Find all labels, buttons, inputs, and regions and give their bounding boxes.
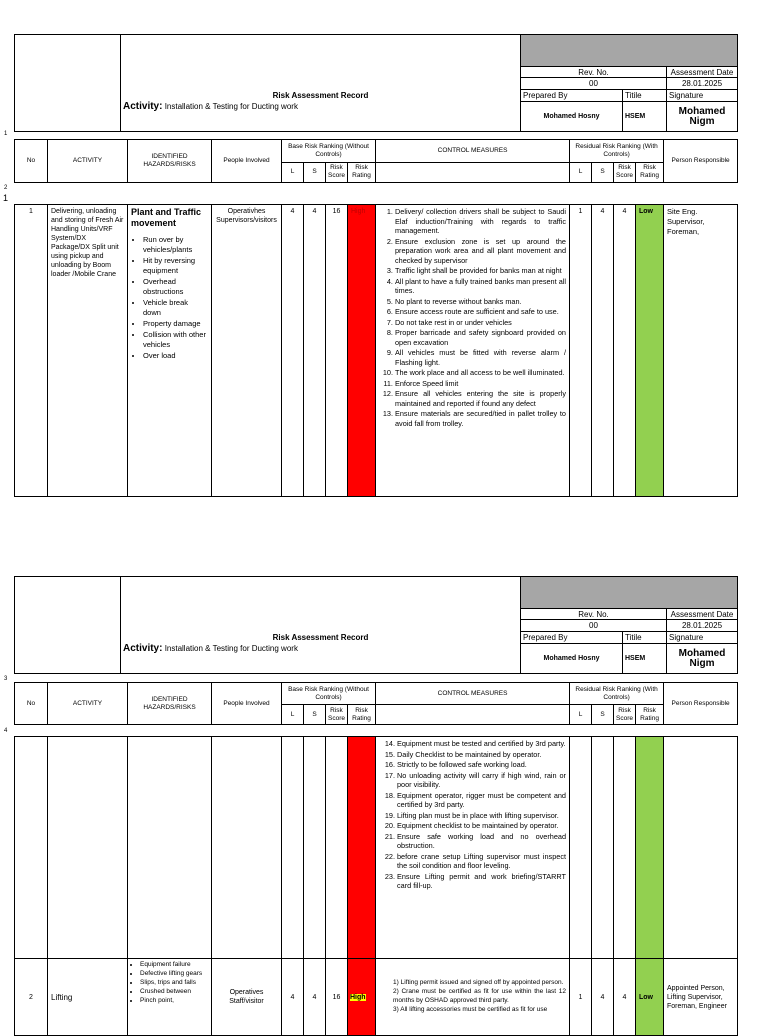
row-number: 1 <box>15 205 48 497</box>
controls-cell <box>376 737 570 959</box>
risk-rating-high: High <box>348 205 376 497</box>
list-item: 21. Ensure safe working load and no overhead obstruction. <box>397 832 566 851</box>
col-r-risk-rating: Risk Rating <box>636 705 664 725</box>
page-number: 4 <box>4 728 8 734</box>
list-item: • Run over by vehicles/plants <box>143 235 208 255</box>
hazard-heading: Plant and Traffic movement <box>131 207 202 228</box>
activity-cell: Lifting <box>48 959 128 1036</box>
people-cell: Operatives Staff/visitor <box>212 959 282 1036</box>
list-item: 9. All vehicles must be fitted with reverse alarm / Flashing light. <box>395 348 566 367</box>
list-item: 3) All lifting accessories must be certified as fit for use <box>393 1006 548 1013</box>
list-item: • Collision with other vehicles <box>143 330 208 350</box>
col-risk-score: Risk Score <box>326 162 348 182</box>
list-item: 14. Equipment must be tested and certified by 3rd party. <box>397 739 566 749</box>
risk-row-1 <box>14 204 738 497</box>
col-hazards: IDENTIFIED HAZARDS/RISKS <box>128 140 212 183</box>
page-number: 2 <box>4 185 8 191</box>
list-item: • Crushed between <box>140 988 208 996</box>
col-base: Base Risk Ranking (Without Controls) <box>282 683 376 705</box>
col-r-s: S <box>592 705 614 725</box>
col-risk-score: Risk Score <box>326 705 348 725</box>
col-l: L <box>282 162 304 182</box>
col-s: S <box>304 162 326 182</box>
risk-rows-2 <box>14 736 738 1036</box>
risk-rating-high: High <box>348 959 376 1036</box>
col-people: People Involved <box>212 140 282 183</box>
control-list <box>379 207 566 428</box>
list-item: • Property damage <box>143 319 208 329</box>
list-item: 11. Enforce Speed limit <box>395 379 566 389</box>
signature-value: Mohamed Nigm <box>667 102 738 132</box>
assessment-date-label: Assessment Date <box>667 66 738 77</box>
list-item: 16. Strictly to be followed safe working load. <box>397 760 566 770</box>
logo-cell <box>15 35 121 132</box>
hazards-cell <box>128 205 212 497</box>
residual-score: 4 <box>614 959 636 1036</box>
col-r-s: S <box>592 162 614 182</box>
col-activity: ACTIVITY <box>48 683 128 725</box>
column-header-1 <box>14 139 738 183</box>
col-risk-rating: Risk Rating <box>348 162 376 182</box>
list-item: 6. Ensure access route are sufficient and safe to use. <box>395 307 566 317</box>
prepared-by-label: Prepared By <box>521 631 623 644</box>
list-item: 8. Proper barricade and safety signboard provided on open excavation <box>395 328 566 347</box>
signature-value: Mohamed Nigm <box>667 644 738 674</box>
list-item: • Overhead obstructions <box>143 277 208 297</box>
activity-line: Activity: Installation & Testing for Ducting work <box>121 102 521 132</box>
title-label: Titile <box>623 631 667 644</box>
likelihood: 4 <box>282 959 304 1036</box>
list-item: 13. Ensure materials are secured/tied in pallet trolley to avoid fall from trolley. <box>395 409 566 428</box>
residual-rating-low <box>636 737 664 959</box>
residual-likelihood: 1 <box>570 959 592 1036</box>
col-risk-rating: Risk Rating <box>348 705 376 725</box>
col-r-l: L <box>570 162 592 182</box>
col-base: Base Risk Ranking (Without Controls) <box>282 140 376 163</box>
residual-rating-low: Low <box>636 205 664 497</box>
record-title: Risk Assessment Record <box>121 89 521 102</box>
list-item: 4. All plant to have a fully trained banks man present all times. <box>395 277 566 296</box>
grey-band <box>521 577 738 609</box>
residual-rating-low: Low <box>636 959 664 1036</box>
title-value: HSEM <box>623 102 667 132</box>
signature-label: Signature <box>667 631 738 644</box>
col-control: CONTROL MEASURES <box>376 683 570 705</box>
prepared-by-label: Prepared By <box>521 89 623 102</box>
col-r-risk-score: Risk Score <box>614 705 636 725</box>
page-number: 1 <box>3 193 9 203</box>
controls-cell <box>376 205 570 497</box>
list-item: 22. before crane setup Lifting supervisor must inspect the soil condition and floor leveling. <box>397 852 566 871</box>
list-item: • Slips, trips and falls <box>140 979 208 987</box>
col-no: No <box>15 683 48 725</box>
rev-no-label: Rev. No. <box>521 608 667 619</box>
list-item: • Equipment failure <box>140 961 208 969</box>
list-item: 2) Crane must be certified as fit for use within the last 12 months by OSHAD approved third party. <box>393 988 566 1004</box>
activity-cell: Delivering, unloading and storing of Fresh Air Handling Units/VRF System/DX Package/DX Split unit using pickup and unloading by Boom loader /Mobile Crane <box>48 205 128 497</box>
residual-severity: 4 <box>592 205 614 497</box>
page-number: 1 <box>4 131 8 137</box>
list-item: • Defective lifting gears <box>140 970 208 978</box>
col-l: L <box>282 705 304 725</box>
activity-line: Activity: Installation & Testing for Ducting work <box>121 644 521 674</box>
page-number: 3 <box>4 676 8 682</box>
col-residual: Residual Risk Ranking (With Controls) <box>570 140 664 163</box>
rev-no-label: Rev. No. <box>521 66 667 77</box>
col-s: S <box>304 705 326 725</box>
list-item: 17. No unloading activity will carry if high wind, rain or poor visibility. <box>397 771 566 790</box>
title-value: HSEM <box>623 644 667 674</box>
residual-score: 4 <box>614 205 636 497</box>
risk-score: 16 <box>326 959 348 1036</box>
list-item: 1) Lifting permit issued and signed off by appointed person. <box>393 978 564 986</box>
col-activity: ACTIVITY <box>48 140 128 183</box>
list-item: • Hit by reversing equipment <box>143 256 208 276</box>
rev-no-value: 00 <box>521 620 667 631</box>
col-r-risk-rating: Risk Rating <box>636 162 664 182</box>
col-no: No <box>15 140 48 183</box>
col-control: CONTROL MEASURES <box>376 140 570 163</box>
rev-no-value: 00 <box>521 78 667 89</box>
record-title: Risk Assessment Record <box>121 631 521 644</box>
control-list <box>379 979 566 1015</box>
list-item: • Over load <box>143 351 208 361</box>
list-item: 2. Ensure exclusion zone is set up around the preparation work area and all plant movement and checked by supervisor <box>395 237 566 266</box>
list-item: 7. Do not take rest in or under vehicles <box>395 318 566 328</box>
list-item: 10. The work place and all access to be well illuminated. <box>395 368 566 378</box>
likelihood: 4 <box>282 205 304 497</box>
severity: 4 <box>304 959 326 1036</box>
responsible-cell: Appointed Person, Lifting Supervisor, Foreman, Engineer <box>664 959 738 1036</box>
list-item: 18. Equipment operator, rigger must be competent and certified by 3rd party. <box>397 791 566 810</box>
prepared-by-value: Mohamed Hosny <box>521 102 623 132</box>
severity: 4 <box>304 205 326 497</box>
control-list <box>379 739 566 891</box>
list-item: 20. Equipment checklist to be maintained by operator. <box>397 821 566 831</box>
list-item: 1. Delivery/ collection drivers shall be subject to Saudi Elaf induction/Training with regards to traffic management. <box>395 207 566 236</box>
column-header-2 <box>14 682 738 725</box>
list-item: • Vehicle break down <box>143 298 208 318</box>
assessment-date-value: 28.01.2025 <box>667 620 738 631</box>
col-r-risk-score: Risk Score <box>614 162 636 182</box>
logo-cell <box>15 577 121 674</box>
col-responsible: Person Responsible <box>664 140 738 183</box>
risk-rating-high <box>348 737 376 959</box>
header-block-2 <box>14 576 738 674</box>
hazard-list <box>131 961 208 1005</box>
row-number: 2 <box>15 959 48 1036</box>
prepared-by-value: Mohamed Hosny <box>521 644 623 674</box>
assessment-date-label: Assessment Date <box>667 608 738 619</box>
list-item: 23. Ensure Lifting permit and work briefing/STARRT card fill-up. <box>397 872 566 891</box>
list-item: 12. Ensure all vehicles entering the site is properly maintained and reported if found any defect <box>395 389 566 408</box>
header-block-1 <box>14 34 738 132</box>
risk-score: 16 <box>326 205 348 497</box>
list-item: • Pinch point, <box>140 997 208 1005</box>
col-responsible: Person Responsible <box>664 683 738 725</box>
title-label: Titile <box>623 89 667 102</box>
hazard-list <box>131 235 208 361</box>
grey-band <box>521 35 738 67</box>
list-item: 5. No plant to reverse without banks man. <box>395 297 566 307</box>
responsible-cell: Site Eng. Supervisor, Foreman, <box>664 205 738 497</box>
assessment-date-value: 28.01.2025 <box>667 78 738 89</box>
list-item: 15. Daily Checklist to be maintained by operator. <box>397 750 566 760</box>
col-r-l: L <box>570 705 592 725</box>
col-residual: Residual Risk Ranking (With Controls) <box>570 683 664 705</box>
people-cell: Operativhes Supervisors/visitors <box>212 205 282 497</box>
residual-severity: 4 <box>592 959 614 1036</box>
col-hazards: IDENTIFIED HAZARDS/RISKS <box>128 683 212 725</box>
list-item: 3. Traffic light shall be provided for banks man at night <box>395 266 566 276</box>
residual-likelihood: 1 <box>570 205 592 497</box>
col-people: People Involved <box>212 683 282 725</box>
list-item: 19. Lifting plan must be in place with lifting supervisor. <box>397 811 566 821</box>
signature-label: Signature <box>667 89 738 102</box>
